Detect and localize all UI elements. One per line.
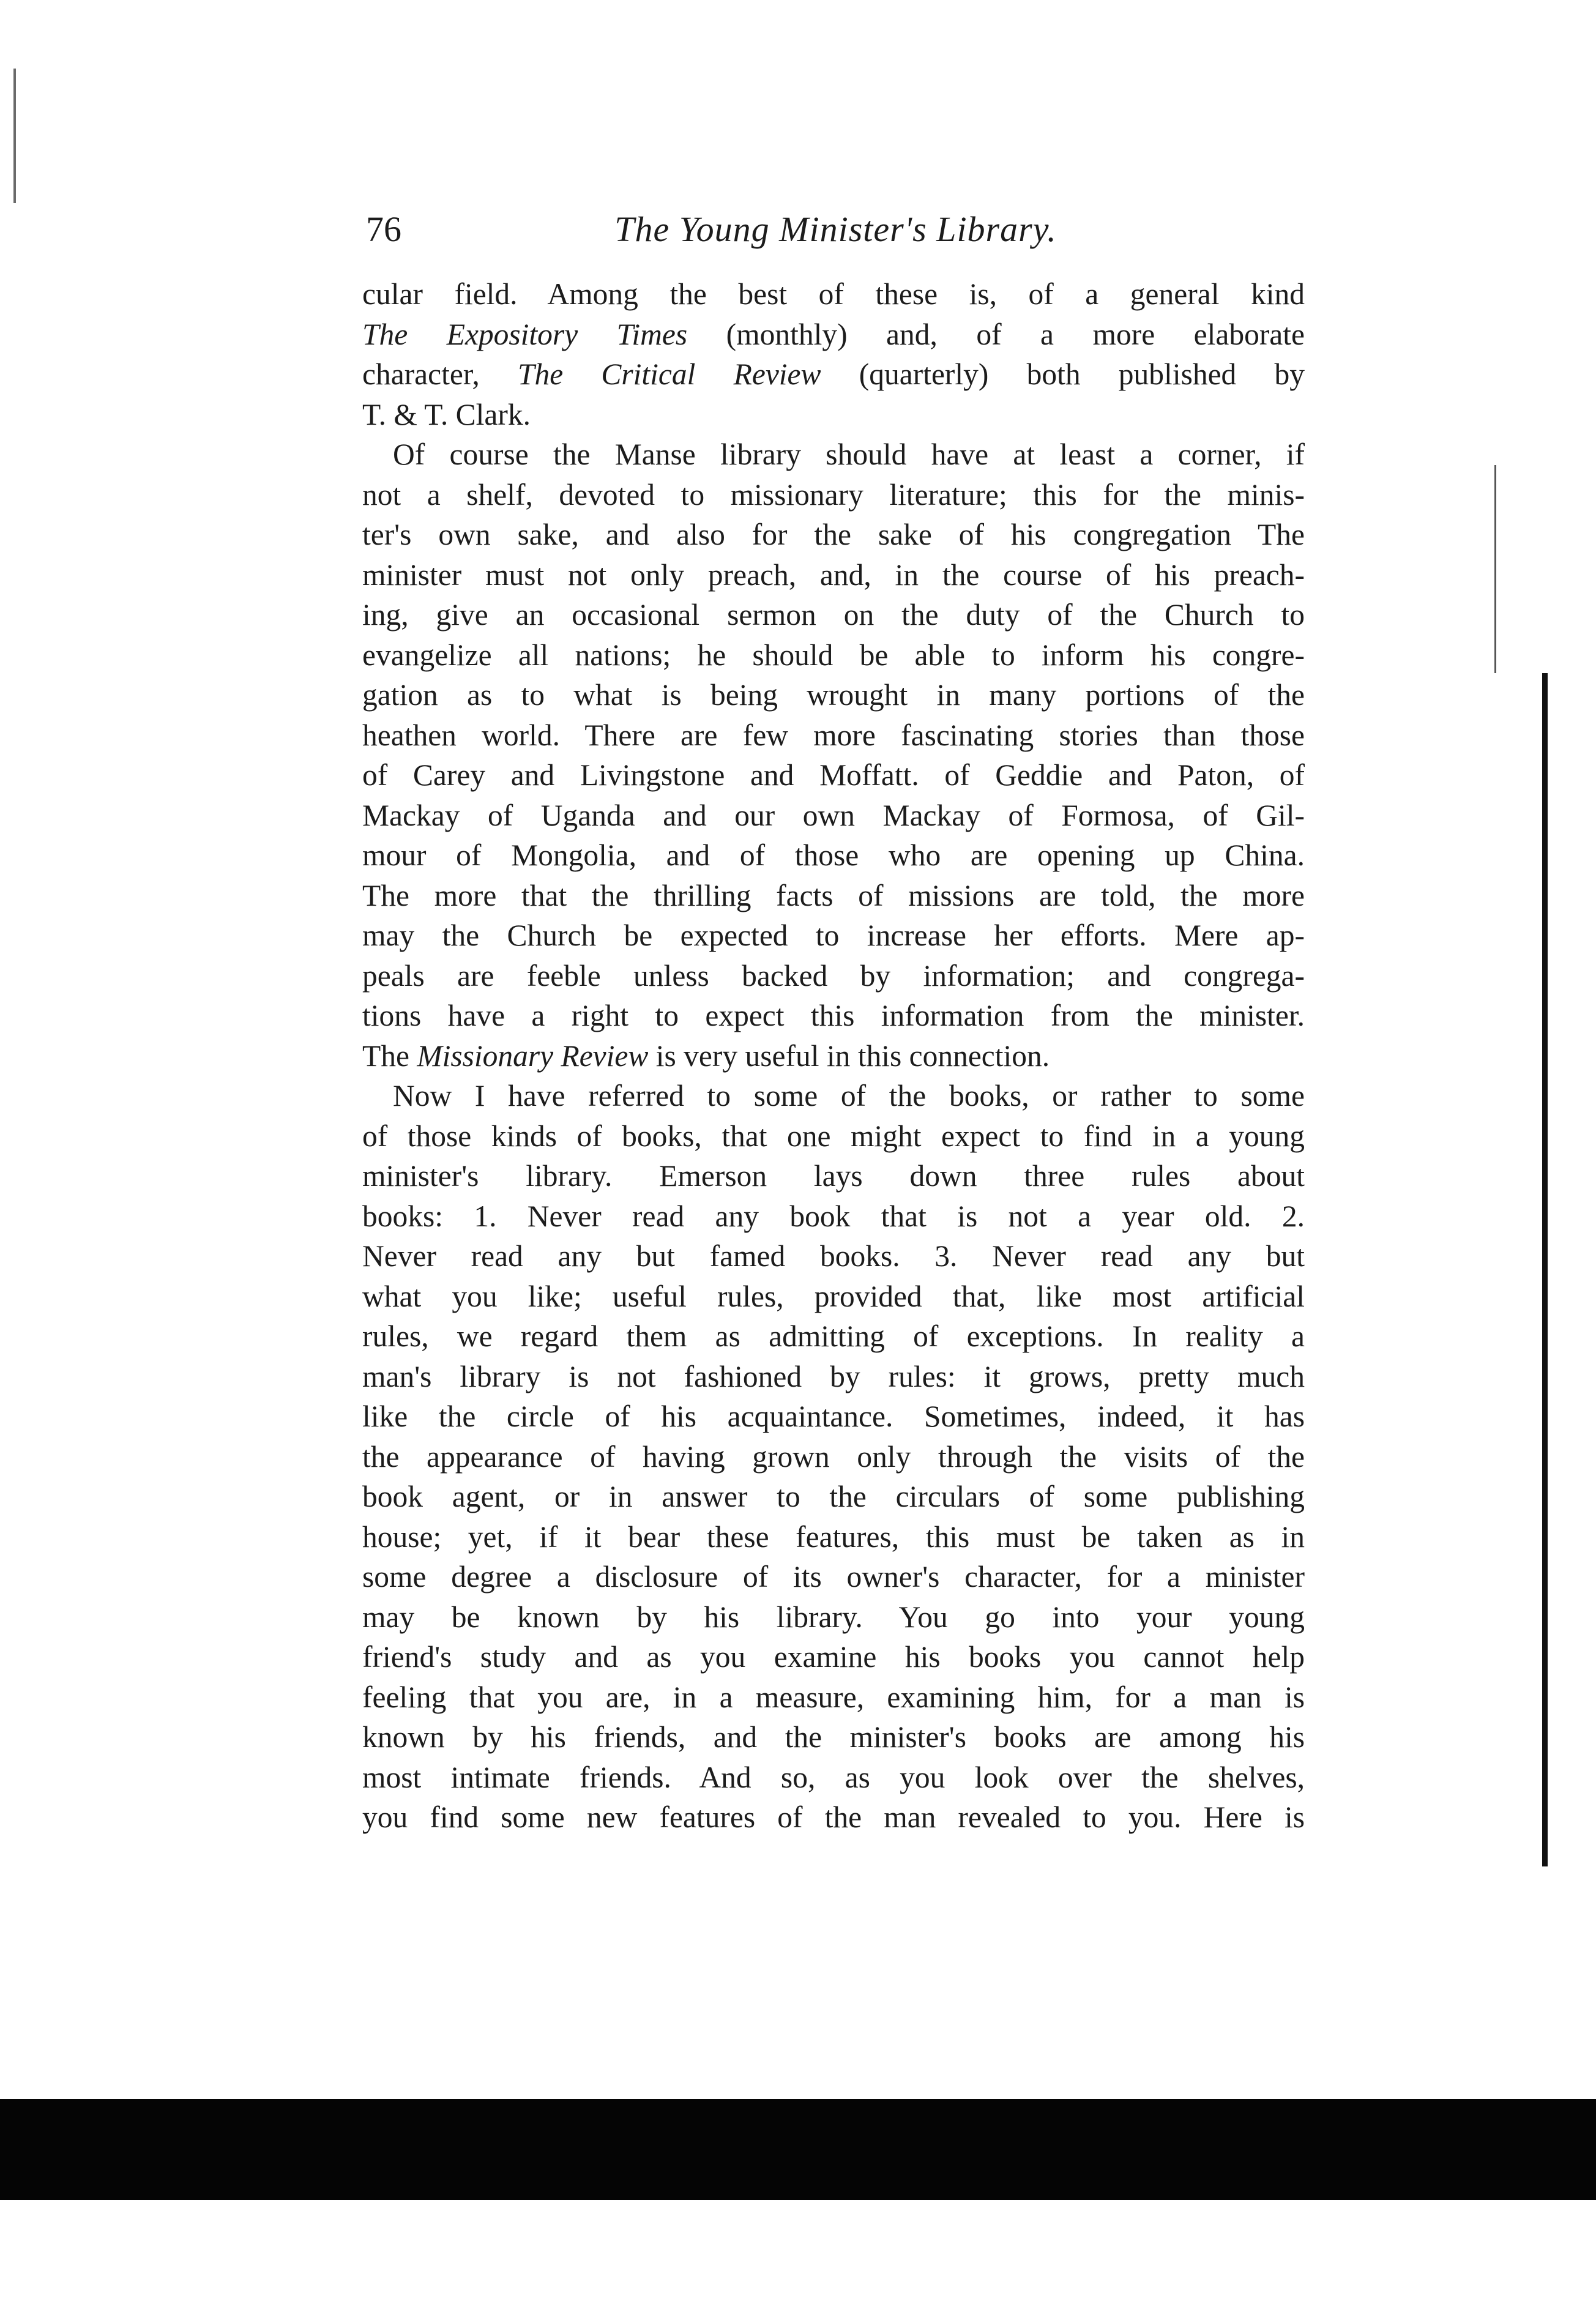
text-line [362,595,1305,635]
text-run: most intimate friends. And so, as you look over the shelves, [362,1760,1305,1794]
text-line [362,1437,1305,1477]
running-title: The Young Minister's Library. [614,209,1057,249]
text-run: tions have a right to expect this information from the minister. [362,999,1305,1032]
italic-title: Missionary Review [417,1038,649,1073]
text-line [362,1597,1305,1638]
text-run: minister must not only preach, and, in the course of his preach- [362,557,1305,592]
text-line [362,1557,1305,1597]
text-line [362,1758,1305,1798]
text-run: (monthly) and, of a more elaborate [687,317,1305,351]
text-run: evangelize all nations; he should be able to inform his congre- [362,638,1305,672]
text-run: gation as to what is being wrought in many portions of the [362,678,1305,712]
text-run: is very useful in this connection. [648,1038,1050,1073]
text-line [362,395,1305,435]
text-run: The more that the thrilling facts of missions are told, the more [362,878,1305,912]
text-line [362,956,1305,996]
text-run: heathen world. There are few more fascinating stories than those [362,718,1305,752]
italic-title: The Expository Times [362,317,688,351]
text-run: Of course the Manse library should have at least a corner, if [393,438,1305,471]
text-run: feeling that you are, in a measure, examining him, for a man is [362,1680,1305,1714]
text-run: friend's study and as you examine his books you cannot help [362,1640,1305,1674]
text-run: known by his friends, and the minister's books are among his [362,1720,1305,1754]
text-line [362,1637,1305,1677]
text-line [362,1277,1305,1317]
text-run: the appearance of having grown only through the visits of the [362,1439,1305,1474]
text-line [362,274,1305,315]
text-run: (quarterly) both published by [821,357,1305,391]
text-run: ing, give an occasional sermon on the duty of the Church to [362,598,1305,632]
text-line [362,1517,1305,1557]
text-run: peals are feeble unless backed by information; and congrega- [362,958,1305,993]
text-run: you find some new features of the man revealed to you. Here is [362,1800,1305,1834]
text-line [362,1677,1305,1718]
text-line [362,1797,1305,1838]
text-line [362,475,1305,515]
paragraph [362,434,1305,1076]
text-run: books: 1. Never read any book that is not a year old. 2. [362,1199,1305,1233]
text-line [362,434,1305,475]
text-line [362,876,1305,916]
text-run: ter's own sake, and also for the sake of his congregation The [362,518,1305,551]
text-line [362,1156,1305,1196]
text-line [362,1076,1305,1116]
text-line [362,315,1305,355]
text-line [362,796,1305,836]
text-run: of those kinds of books, that one might expect to find in a young [362,1119,1305,1153]
scan-bottom-shadow [0,2099,1596,2200]
text-run: character, [362,357,518,391]
text-run: book agent, or in answer to the circulars of some publishing [362,1480,1305,1513]
text-run: house; yet, if it bear these features, this must be taken as in [362,1519,1305,1554]
text-line [362,915,1305,956]
text-line [362,1396,1305,1437]
text-run: mour of Mongolia, and of those who are opening up China. [362,838,1305,872]
paragraph [362,274,1305,434]
text-run: not a shelf, devoted to missionary literature; this for the minis- [362,477,1305,512]
text-line [362,555,1305,595]
running-header [366,205,1305,254]
scan-margin-mark [13,69,16,203]
text-line [362,996,1305,1036]
text-run: The [362,1038,417,1073]
italic-title: The Critical Review [517,357,821,391]
text-run: Never read any but famed books. 3. Never read any but [362,1239,1305,1273]
text-line [362,1196,1305,1237]
text-line [362,354,1305,395]
text-run: cular field. Among the best of these is, of a general kind [362,277,1305,311]
text-line [362,635,1305,676]
scan-edge-shadow [1542,673,1548,1866]
body-text [362,274,1305,1838]
text-run: may the Church be expected to increase her efforts. Mere ap- [362,919,1305,952]
text-line [362,1236,1305,1277]
text-run: minister's library. Emerson lays down three rules about [362,1159,1305,1193]
text-run: T. & T. Clark. [362,397,531,431]
text-run: of Carey and Livingstone and Moffatt. of Geddie and Paton, of [362,758,1305,792]
text-line [362,515,1305,555]
text-line [362,755,1305,796]
text-line [362,1116,1305,1157]
text-run: rules, we regard them as admitting of exceptions. In reality a [362,1319,1305,1353]
scan-edge-line [1494,465,1496,673]
text-line [362,1477,1305,1517]
page-number: 76 [366,209,401,249]
text-run: like the circle of his acquaintance. Sometimes, indeed, it has [362,1400,1305,1433]
text-run: Now I have referred to some of the books, or rather to some [393,1079,1305,1113]
text-run: what you like; useful rules, provided that, like most artificial [362,1279,1305,1313]
text-line [362,1717,1305,1758]
text-line [362,1357,1305,1397]
text-line [362,675,1305,715]
text-run: may be known by his library. You go into your young [362,1600,1305,1634]
text-run: Mackay of Uganda and our own Mackay of Formosa, of Gil- [362,798,1305,832]
text-run: some degree a disclosure of its owner's character, for a minister [362,1560,1305,1594]
text-line [362,1036,1305,1076]
text-line [362,715,1305,756]
text-line [362,1316,1305,1357]
text-run: man's library is not fashioned by rules: it grows, pretty much [362,1359,1305,1393]
text-line [362,835,1305,876]
paragraph [362,1076,1305,1838]
